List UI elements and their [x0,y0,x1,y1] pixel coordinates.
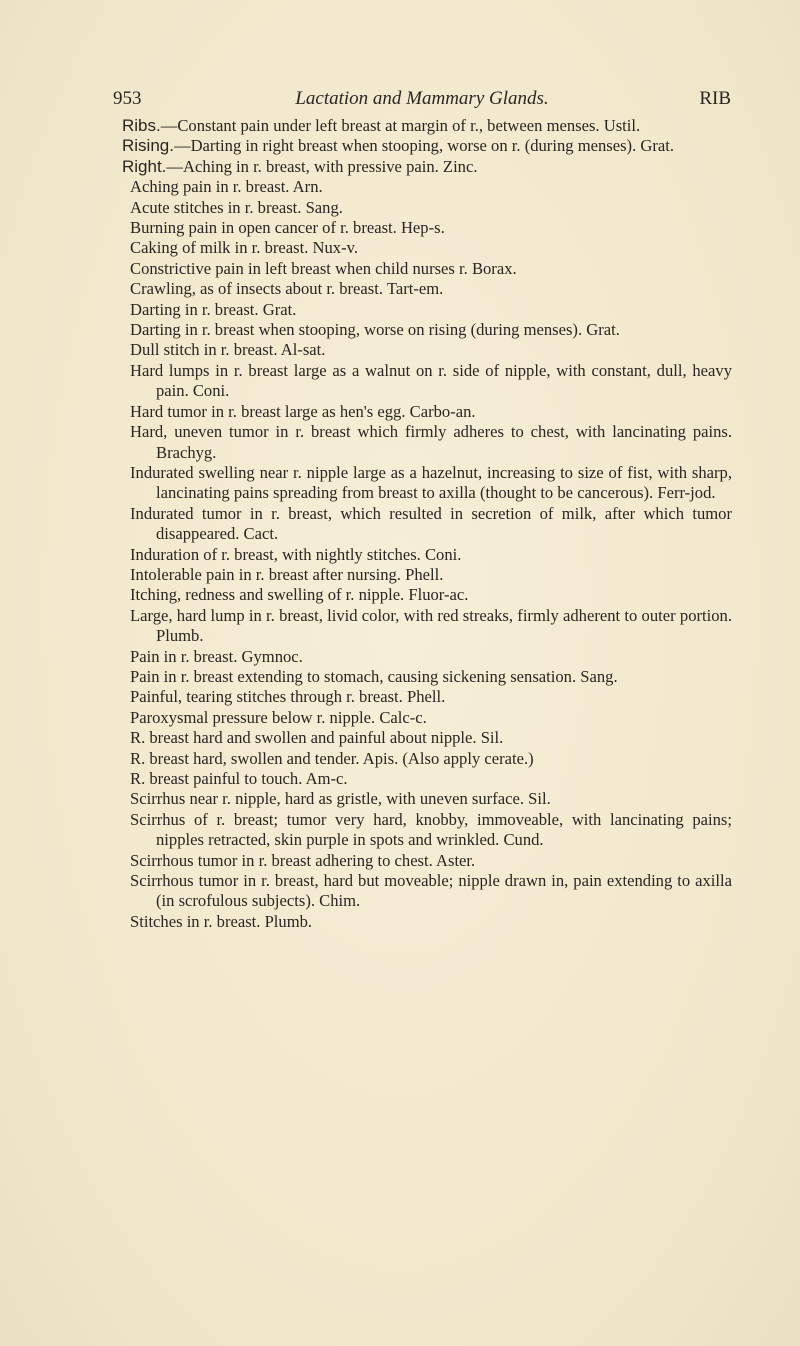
entry-text: Crawling, as of insects about r. breast. Tart-em. [130,279,444,299]
entry-keyword: Rising. [122,136,174,156]
running-header [113,88,731,114]
sub-entry [122,340,732,360]
entry-text: —Aching in r. breast, with pressive pain. Zinc. [166,156,478,176]
entry-text: —Constant pain under left breast at margin of r., between menses. Ustil. [160,116,641,135]
entry-text: Caking of milk in r. breast. Nux-v. [130,238,358,258]
sub-entry [122,198,732,218]
sub-entry [122,259,732,279]
entry-list [122,116,732,932]
sub-entry [122,504,732,545]
section-code: RIB [699,88,731,109]
entry-text: —Darting in right breast when stooping, worse on r. (during menses). Grat. [173,136,674,156]
sub-entry [122,218,732,238]
sub-entry [122,810,732,851]
entry-text: Paroxysmal pressure below r. nipple. Calc-c. [130,707,427,727]
sub-entry [122,177,732,197]
sub-entry [122,238,732,258]
sub-entry [122,708,732,728]
sub-entry [122,585,732,605]
entry-text: Induration of r. breast, with nightly stitches. Coni. [130,544,462,564]
sub-entry [122,606,732,647]
entry-text: Darting in r. breast when stooping, worse on rising (during menses). Grat. [130,320,620,340]
main-entry [122,157,732,177]
entry-text: Scirrhus near r. nipple, hard as gristle, with uneven surface. Sil. [130,789,551,809]
entry-text: Acute stitches in r. breast. Sang. [130,197,343,217]
entry-text: Itching, redness and swelling of r. nipple. Fluor-ac. [130,585,469,605]
entry-text: R. breast painful to touch. Am-c. [130,769,348,788]
entry-text: Scirrhus of r. breast; tumor very hard, knobby, immoveable, with lancinating pains; nipples retracted, skin purple in spots and wrinkled. Cund. [130,809,732,850]
entry-text: Constrictive pain in left breast when child nurses r. Borax. [130,258,517,278]
sub-entry [122,361,732,402]
sub-entry [122,851,732,871]
sub-entry [122,687,732,707]
sub-entry [122,728,732,748]
sub-entry [122,300,732,320]
entry-text: Hard, uneven tumor in r. breast which firmly adheres to chest, with lancinating pains. Brachyg. [130,422,732,462]
entry-text: R. breast hard and swollen and painful about nipple. Sil. [130,728,504,748]
sub-entry [122,789,732,809]
entry-text: Darting in r. breast. Grat. [130,299,297,319]
entry-text: Indurated tumor in r. breast, which resulted in secretion of milk, after which tumor disappeared. Cact. [130,503,732,544]
entry-text: Burning pain in open cancer of r. breast. Hep-s. [130,218,445,238]
entry-text: Scirrhous tumor in r. breast adhering to chest. Aster. [130,850,476,870]
sub-entry [122,422,732,463]
sub-entry [122,749,732,769]
entry-text: Pain in r. breast. Gymnoc. [130,646,303,666]
entry-text: Intolerable pain in r. breast after nursing. Phell. [130,564,444,584]
entry-text: Pain in r. breast extending to stomach, causing sickening sensation. Sang. [130,666,618,686]
entry-text: Hard lumps in r. breast large as a walnut on r. side of nipple, with constant, dull, heavy pain. Coni. [130,360,732,401]
main-entry [122,136,732,156]
sub-entry [122,769,732,789]
entry-keyword: Ribs. [122,116,161,135]
sub-entry [122,402,732,422]
sub-entry [122,565,732,585]
sub-entry [122,545,732,565]
page-number: 953 [113,88,142,109]
entry-text: Painful, tearing stitches through r. breast. Phell. [130,687,446,707]
entry-text: Aching pain in r. breast. Arn. [130,177,323,197]
main-entry [122,116,732,136]
entry-text: Scirrhous tumor in r. breast, hard but moveable; nipple drawn in, pain extending to axilla (in scrofulous subjects). Chim. [130,871,732,911]
entry-text: Indurated swelling near r. nipple large as a hazelnut, increasing to size of fist, with sharp, lancinating pains spreading from breast to axilla (thought to be cancerous). Ferr-jod. [130,462,732,503]
sub-entry [122,320,732,340]
sub-entry [122,647,732,667]
entry-keyword: Right. [122,156,167,176]
chapter-title: Lactation and Mammary Glands. [295,88,549,109]
entry-text: Dull stitch in r. breast. Al-sat. [130,340,326,360]
sub-entry [122,871,732,912]
sub-entry [122,912,732,932]
sub-entry [122,667,732,687]
sub-entry [122,463,732,504]
sub-entry [122,279,732,299]
entry-text: Hard tumor in r. breast large as hen's egg. Carbo-an. [130,401,476,421]
entry-text: Large, hard lump in r. breast, livid color, with red streaks, firmly adherent to outer portion. Plumb. [130,605,732,646]
entry-text: R. breast hard, swollen and tender. Apis. (Also apply cerate.) [130,748,534,768]
entry-text: Stitches in r. breast. Plumb. [130,911,313,931]
